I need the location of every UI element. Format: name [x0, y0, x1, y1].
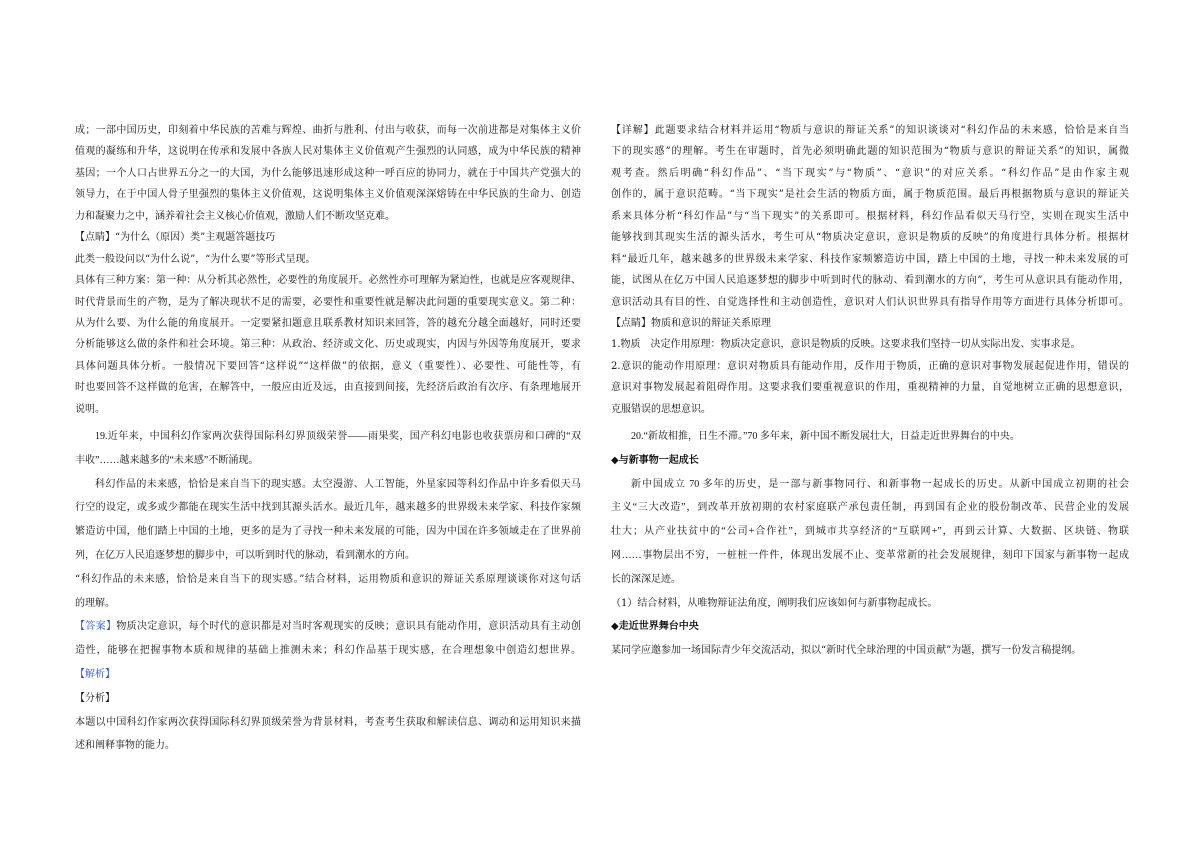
material-line: 网……事物层出不穷，一桩桩一件件，体现出发展不止、变革常新的社会发展规律，刻印下国家与新事物一起成: [611, 549, 1129, 561]
tip-heading: [611, 313, 1129, 334]
sub-question: （1）结合材料，从唯物辩证法角度，阐明我们应该如何与新事物起成长。: [611, 597, 938, 609]
material-line: 主义“三大改造”，到改革开放初期的农村家庭联产承包责任制，再到国有企业的股份制改革、民营企业的发展: [611, 502, 1129, 514]
analysis-line: 述和阐释事物的能力。: [75, 740, 175, 752]
explanation-label: 【解析】: [75, 668, 115, 680]
answer-line: 造性，能够在把握事物本质和规律的基础上推测未来；科幻作品基于现实感，在合理想象中创造幻想世界。: [75, 645, 581, 657]
prompt-line: 的理解。: [75, 597, 115, 609]
detail-line: 能够找到其现实生活的源头活水，考生可从“物质决定意识，意识是物质的反映”的角度进行具体分析。根据材: [611, 232, 1129, 244]
analysis-label: 【分析】: [75, 692, 115, 704]
section-world-stage: [611, 615, 1129, 663]
text-line: 值观的凝练和升华，这说明在传承和发展中各族人民对集体主义价值观产生强烈的认同感，成为中华民族的精神: [75, 146, 581, 158]
tip-body-line: 时也要回答不这样做的危害，在解答中，一般应由近及远，由直接到间接，先经济后政治有次序、有条理地展开: [75, 382, 581, 394]
tip-body-line: 从为什么要、为什么能的角度展开。一定要紧扣题意且联系教材知识来回答，答的越充分越全面越好，同时还要: [75, 317, 581, 329]
tip-point: 意识对事物发展起着阻碍作用。这要求我们要重视意识的作用，重视精神的力量，自觉地树立正确的思想意识，: [611, 382, 1129, 394]
section-heading: ◆走近世界舞台中央: [611, 621, 699, 633]
tip-label: 【点睛】: [75, 232, 115, 244]
text-line: 基因；一个人口占世界五分之一的大国，为什么能够迅速形成这种一呼百应的协同力，就在于中国共产党强大的: [75, 167, 581, 179]
section-new-things: [611, 449, 1129, 616]
material-line: 长的深深足迹。: [611, 573, 681, 585]
tip-point: 克服错误的思想意识。: [611, 403, 711, 415]
material-line: 科幻作品的未来感，恰恰是来自当下的现实感。太空漫游、人工智能，外星家园等科幻作品中许多看似天马: [95, 478, 581, 490]
tip-point: 2.意识的能动作用原理：意识对物质具有能动作用，反作用于物质，正确的意识对事物发展起促进作用，错误的: [611, 360, 1129, 372]
tip-title: “为什么（原因）类”主观题答题技巧: [115, 232, 276, 244]
material-line: 列，在亿万人民追逐梦想的脚步中，可以听到时代的脉动，看到潮水的方向。: [75, 549, 415, 561]
tip-body-line: 时代背景而生的产物，是为了解决现状不足的需要，必要性和重要性就是解决此问题的重要现实意义。第二种：: [75, 296, 581, 308]
question-material: [75, 473, 581, 568]
tip-block: [611, 313, 1129, 420]
tip-heading: [75, 227, 581, 248]
material-line: 繁造访中国，他们踏上中国的土地，更多的是为了寻找一种未来发展的可能，因为中国在许多领域走在了世界前: [75, 526, 581, 538]
answer-line: [75, 615, 581, 639]
detail-line: 能，试图从在亿万中国人民追逐梦想的脚步中听到时代的脉动、看到潮水的方向”，考生可从意识具有能动作用，: [611, 275, 1129, 287]
detail-text: 此题要求结合材料并运用“物质与意识的辩证关系”的知识谈谈对“科幻作品的未来感，恰恰是来自当: [654, 125, 1130, 136]
detail-line: [611, 120, 1129, 141]
tip-label: 【点睛】: [611, 317, 651, 329]
tip-body-line: 具体有三种方案：第一种：从分析其必然性，必要性的角度展开。必然性亦可理解为紧迫性，也就是应客观规律、: [75, 275, 581, 287]
detail-block: [611, 120, 1129, 313]
detail-line: 意识活动具有目的性、自觉选择性和主动创造性，意识对人们认识世界具有指导作用等方面进行具体分析即可。: [611, 296, 1129, 308]
question-20: [611, 425, 1129, 663]
tip-body-line: 具体问题具体分析。一般情况下要回答“这样说”“这样做”的依据，意义（重要性）、必要性、可能性等，有: [75, 360, 581, 372]
tip-title: 物质和意识的辩证关系原理: [651, 317, 771, 329]
tip-body-line: 说明。: [75, 403, 105, 415]
answer-text: 物质决定意识，每个时代的意识都是对当时客观现实的反映；意识具有能动作用，意识活动具有主动创: [116, 621, 582, 633]
tip-block: [75, 227, 581, 420]
detail-line: 料“最近几年，越来越多的世界级未来学家、科技作家频繁造访中国，踏上中国的土地，寻找一种未来发展的可: [611, 253, 1129, 265]
material-line: 新中国成立 70 多年的历史，是一部与新事物同行、和新事物一起成长的历史。从新中国成立初期的社会: [631, 478, 1129, 490]
detail-line: 系来具体分析“科幻作品”与“当下现实”的关系即可。根据材料，科幻作品看似天马行空，实则在现实生活中: [611, 210, 1129, 222]
section-heading: ◆与新事物一起成长: [611, 454, 699, 466]
answer-block: [75, 615, 581, 663]
detail-line: 观考查。然后明确“科幻作品”、“当下现实”与“物质”、“意识”的对应关系。“科幻作品”是由作家主观: [611, 167, 1129, 179]
left-column-top: [75, 120, 581, 420]
detail-line: 下的现实感”的理解。考生在审题时，首先必须明确此题的知识范围为“物质与意识的辩证关系”的知识，属微: [611, 146, 1129, 158]
question-19: [75, 425, 581, 758]
analysis-line: 本题以中国科幻作家两次获得国际科幻界顶级荣誉为背景材料，考查考生获取和解读信息、调动和运用知识来描: [75, 716, 581, 728]
question-stem: [75, 425, 581, 473]
question-prompt: [75, 568, 581, 616]
prompt-line: “科幻作品的未来感，恰恰是来自当下的现实感。”结合材料，运用物质和意识的辩证关系原理谈谈你对这句话: [75, 573, 581, 585]
tip-point: 1.物质 决定作用原理：物质决定意识，意识是物质的反映。这要求我们坚持一切从实际出发、实事求是。: [611, 339, 1081, 351]
question-stem-line: 20.“新故相推，日生不滞。”70 多年来，新中国不断发展壮大，日益走近世界舞台的中央。: [631, 431, 1020, 442]
text-line: 力和凝聚力之中，涵养着社会主义核心价值观，激励人们不断攻坚克难。: [75, 210, 395, 222]
tip-intro: 此类一般设问以“为什么说”，“为什么要”等形式呈现。: [75, 253, 316, 265]
material-line: 壮大；从产业扶贫中的“公司+合作社”，到城市共享经济的“互联网+”，再到云计算、大数据、区块链、物联: [611, 526, 1129, 538]
previous-answer-tail: [75, 120, 581, 227]
question-stem-line: 19.近年来，中国科幻作家两次获得国际科幻界顶级荣誉——雨果奖，国产科幻电影也收获票房和口碑的“双: [95, 431, 581, 442]
right-column-top: [611, 120, 1129, 420]
analysis-block: [75, 687, 581, 758]
question-stem-line: 丰收”……越来越多的“未来感”不断涌现。: [75, 454, 259, 466]
tip-body-line: 分析能够这么做的条件和社会环境。第三种：从政治、经济或文化、历史或现实，内因与外因等角度展开，要求: [75, 339, 581, 351]
material-line: 行空的设定，或多或少都能在现实生活中找到其源头活水。最近几年，越来越多的世界级未来学家、科技作家频: [75, 502, 581, 514]
answer-label: 【答案】: [75, 621, 117, 633]
text-line: 成；一部中国历史，印刻着中华民族的苦难与辉煌、曲折与胜利、付出与收获，而每一次前进都是对集体主义价: [75, 125, 581, 136]
detail-line: 创作的，属于意识范畴。“当下现实”是社会生活的物质方面，属于物质范围。最后再根据物质与意识的辩证关: [611, 189, 1129, 201]
detail-label: 【详解】: [611, 125, 655, 136]
text-line: 领导力，在于中国人骨子里强烈的集体主义价值观，这说明集体主义价值观深深熔铸在中华民族的生命力、创造: [75, 189, 581, 201]
section-text: 某同学应邀参加一场国际青少年交流活动，拟以“新时代全球治理的中国贡献”为题，撰写一份发言稿提纲。: [611, 645, 1082, 657]
